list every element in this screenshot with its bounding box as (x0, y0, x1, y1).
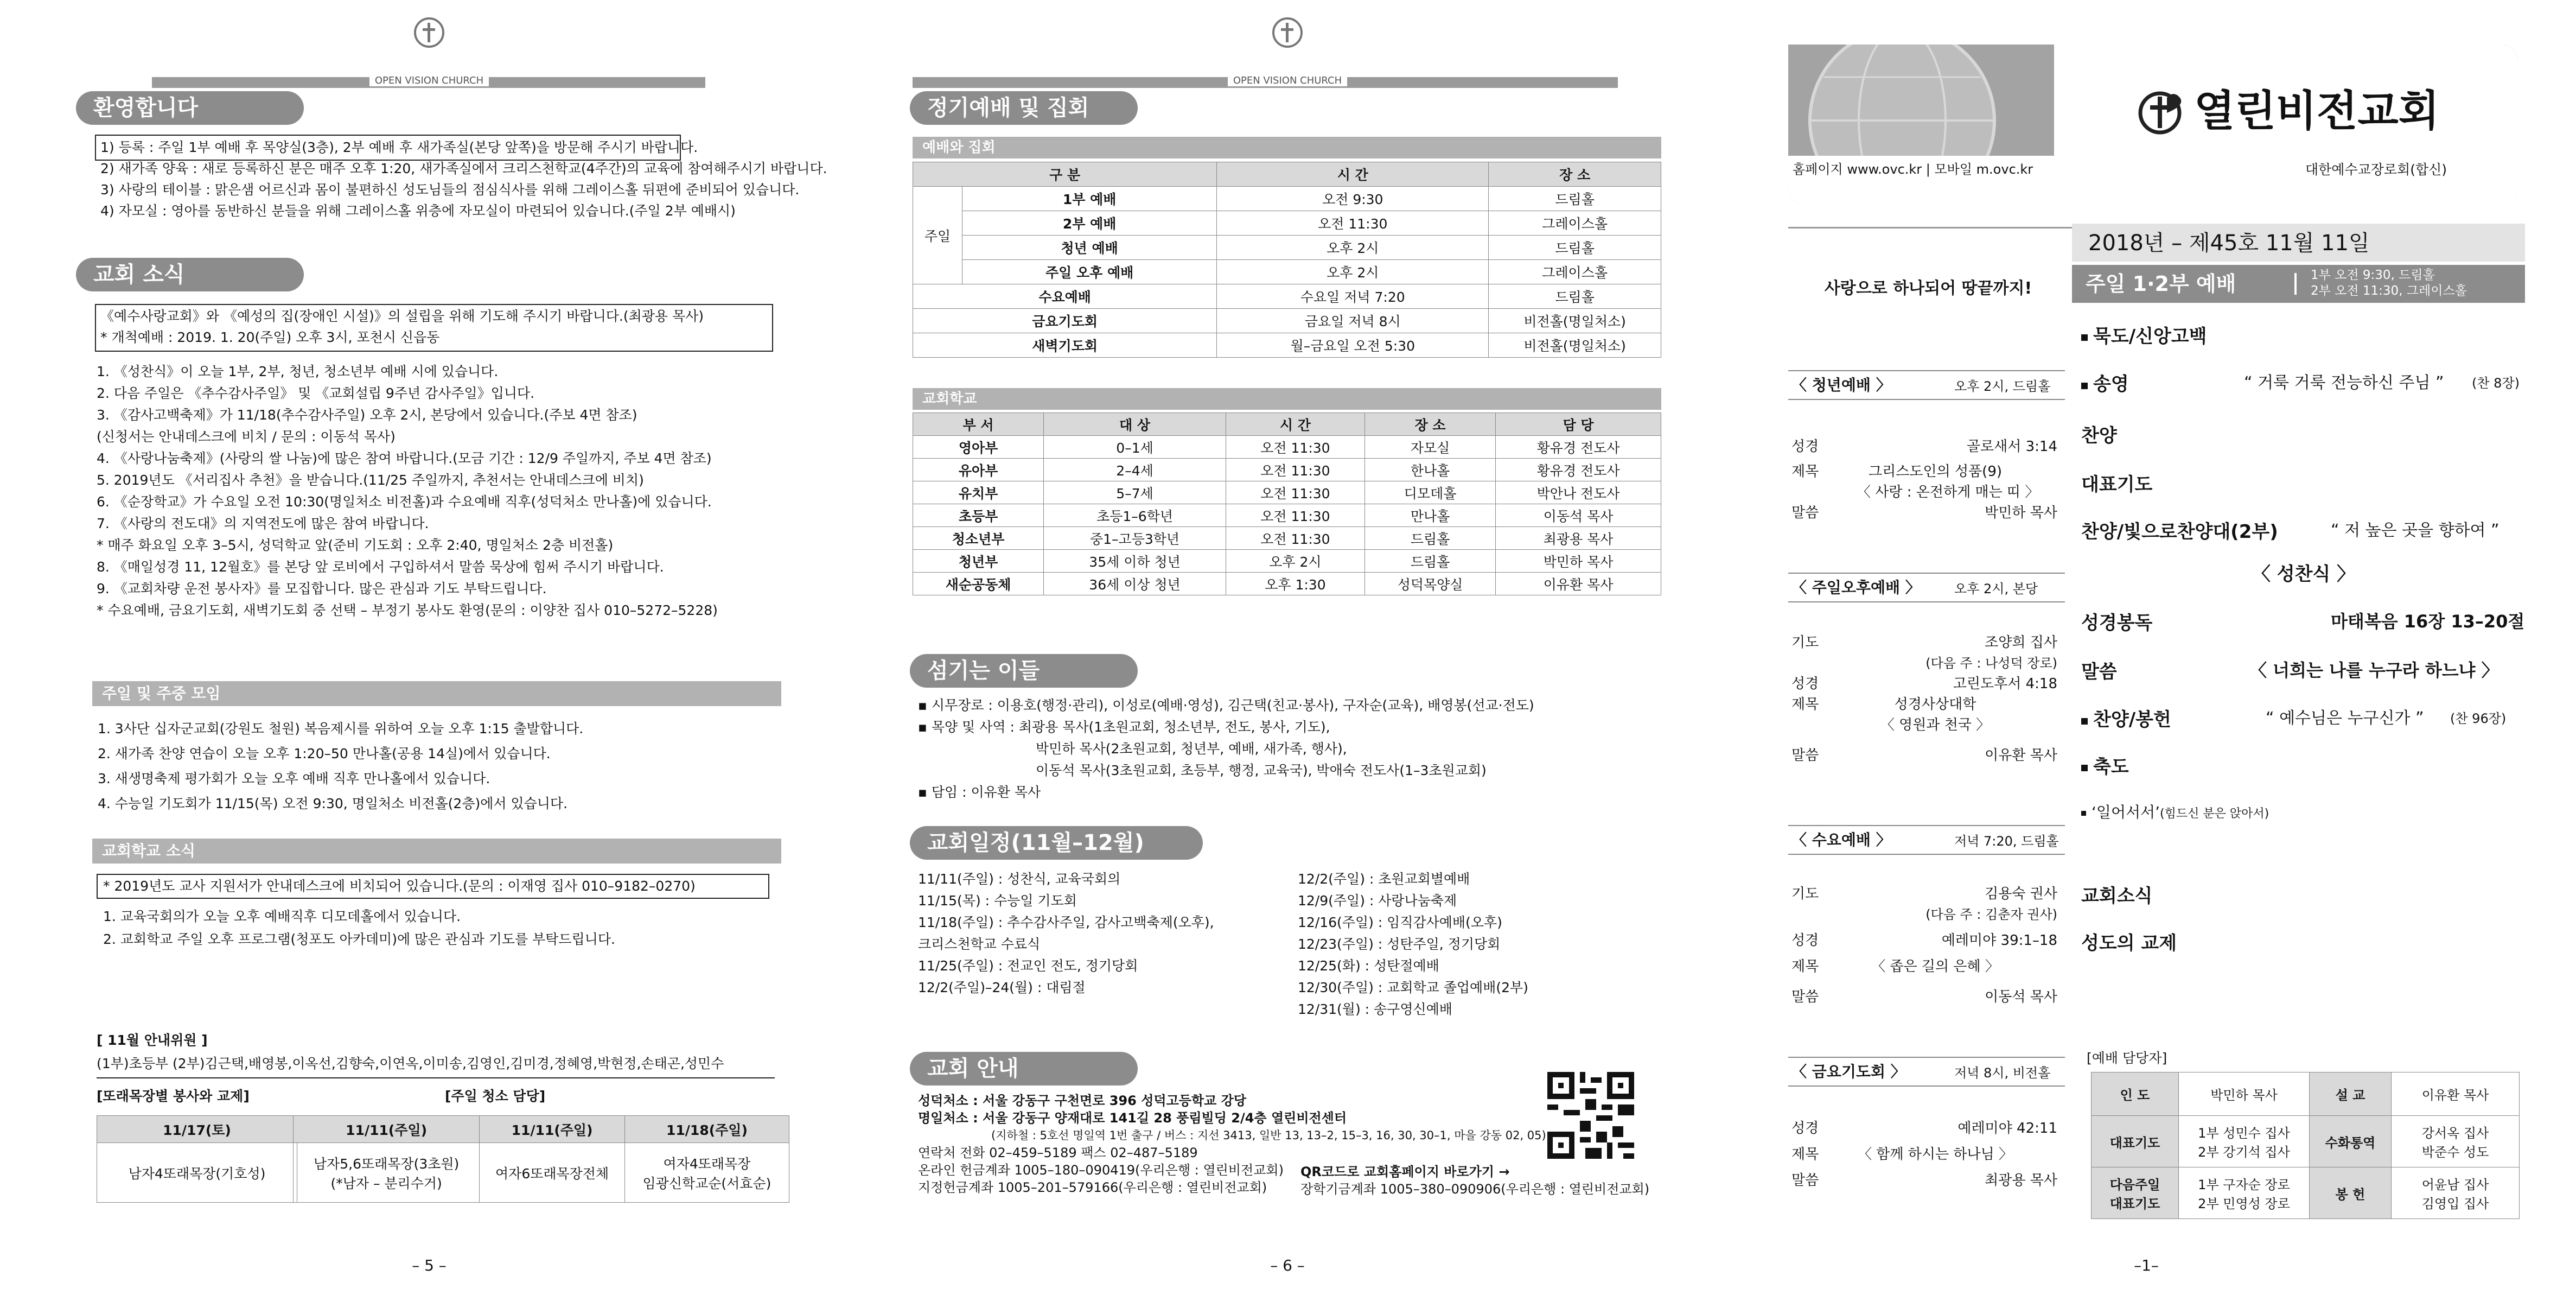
news-item: * 수요예배, 금요기도회, 새벽기도회 중 선택 – 부정기 봉사도 환영(문의 : 이양찬 집사 010–5272–5228) (97, 602, 718, 618)
qr-link-text[interactable]: QR코드로 교회홈페이지 바로가기 → (1300, 1164, 1510, 1179)
group-rows: 기도 김용숙 권사 (다음 주 : 김춘자 권사) 성경 예레미야 39:1–18 제목 〈 좁은 길의 은혜 〉 말씀 이동석 목사 (1791, 886, 2057, 1005)
fellowship-heading: 성도의 교제 (2081, 932, 2177, 954)
schedule-item: 12/16(주일) : 임직감사예배(오후) (1298, 915, 1502, 930)
page-number: – 5 – (412, 1256, 447, 1274)
group-row: 〈 사랑 : 온전하게 매는 띠 〉 (1857, 484, 2039, 500)
group-rows: 성경 예레미야 42:11 제목 〈 함께 하시는 하나님 〉 말씀 최광용 목사 (1791, 1120, 2057, 1189)
section-title-worship: 정기예배 및 집회 (910, 91, 1138, 125)
schedule-item: 12/9(주일) : 사랑나눔축제 (1298, 893, 1457, 909)
slogan: 사랑으로 하나되어 땅끝까지! (1824, 279, 2032, 298)
subsection-meetings: 주일 및 주중 모임 (92, 681, 781, 706)
online-account: 온라인 헌금계좌 1005–180–090419(우리은행 : 열린비전교회) (918, 1163, 1284, 1178)
schedule-item: 크리스천학교 수료식 (918, 936, 1041, 952)
welcome-list (100, 137, 827, 221)
group-rows: 기도 조양희 집사 (다음 주 : 나성덕 장로) 성경 고린도후서 4:18 제목 성경사상대학 〈 영원과 천국 〉 말씀 이유환 목사 (1791, 634, 2057, 764)
page-header (858, 16, 1717, 86)
table-row: 영아부 0–1세 오전 11:30 자모실 황유경 전도사 (913, 436, 1661, 459)
school-item: 2. 교회학교 주일 오후 프로그램(청포도 아카데미)에 많은 관심과 기도를 부탁드립니다. (103, 931, 615, 947)
clean-head: 11/18(주일) (624, 1116, 789, 1143)
duty-table: 인 도 박민하 목사 설 교 이유환 목사 대표기도 1부 성민수 집사 2부 강기석 집사 수화통역 강서옥 집사 박준수 성도 다음주일 대표기도 1부 구자순 장로 2부 민영성 장로 봉 헌 어윤남 집사 김영입 집사 (2091, 1072, 2520, 1219)
news-item: 1. 《성찬식》이 오늘 1부, 2부, 청년, 청소년부 예배 시에 있습니다. (97, 364, 499, 379)
church-en-label: OPEN VISION CHURCH (1228, 75, 1347, 86)
schedule-item: 12/31(월) : 송구영신예배 (1298, 1001, 1452, 1017)
schedule-item: 11/25(주일) : 전교인 전도, 정기당회 (918, 958, 1138, 974)
scholarship-account: 장학기금계좌 1005–380–090906(우리은행 : 열린비전교회) (1300, 1182, 1650, 1197)
duty-title: [예배 담당자] (2087, 1050, 2167, 1066)
servant-item: ▪ 시무장로 : 이용호(행정·관리), 이성로(예배·영성), 김근택(친교·봉사), 구자순(교육), 배영봉(선교·전도) (918, 697, 1534, 713)
schedule-left (918, 868, 1214, 999)
clean-head: 11/11(주일) (480, 1116, 625, 1143)
schedule-item: 11/18(주일) : 추수감사주일, 감사고백축제(오후), (918, 915, 1214, 930)
table-row: 청년부 35세 이하 청년 오후 2시 드림홀 박민하 목사 (913, 550, 1661, 573)
servant-item: ▪ 목양 및 사역 : 최광용 목사(1초원교회, 청소년부, 전도, 봉사, 기도), (918, 719, 1330, 735)
news-box-line: 《예수사랑교회》와 《예성의 집(장애인 시설)》의 설립을 위해 기도해 주시기 바랍니다.(최광용 목사) (100, 308, 704, 324)
group-rows (1791, 434, 2057, 525)
news-item: 5. 2019년도 《서리집사 추천》을 받습니다.(11/25 주일까지, 추천서는 안내데스크에 비치) (97, 472, 644, 488)
subsection-school: 교회학교 소식 (92, 839, 781, 864)
section-title-servants: 섬기는 이들 (910, 654, 1138, 688)
subsection-church-school: 교회학교 (913, 388, 1661, 410)
news-box-line: * 개척예배 : 2019. 1. 20(주일) 오후 3시, 포천시 신읍동 (100, 329, 440, 345)
servant-item: ▪ 담임 : 이유환 목사 (918, 784, 1041, 800)
denomination: 대한예수교장로회(합신) (2305, 162, 2447, 177)
group-title: 〈 청년예배 〉 (1791, 376, 1891, 394)
group-title: 〈 금요기도회 〉 (1791, 1063, 1906, 1081)
subsection-worship: 예배와 집회 (913, 137, 1661, 158)
meetings-list (98, 716, 583, 816)
section-title-schedule: 교회일정(11월–12월) (910, 826, 1203, 860)
welcome-item: 4) 자모실 : 영아를 동반하신 분들을 위해 그레이스홀 위층에 자모실이 마련되어 있습니다.(주일 2부 예배시) (100, 203, 736, 219)
wash-head: 11/17(토) (97, 1116, 297, 1143)
group-time: 저녁 8시, 비전홀 (1954, 1065, 2051, 1081)
address-seongdeok: 성덕처소 : 서울 강동구 구천면로 396 성덕고등학교 강당 (918, 1093, 1247, 1108)
news-item: 9. 《교회차량 운전 봉사자》를 모집합니다. 많은 관심과 기도 부탁드립니다. (97, 581, 547, 596)
meeting-item: 2. 새가족 찬양 연습이 오늘 오후 1:20–50 만나홀(공용 14실)에서 있습니다. (98, 746, 551, 761)
clean-value: 여자6또래목장전체 (480, 1143, 625, 1203)
church-logo-icon (1271, 16, 1304, 49)
servant-item: 이동석 목사(3초원교회, 초등부, 행정, 교육국), 박애숙 전도사(1–3초원교회) (1036, 763, 1487, 778)
group-row: 말씀 박민하 목사 (1791, 505, 2057, 521)
church-name: 열린비전교회 (2194, 87, 2440, 136)
church-school-table: 부 서 대 상 시 간 장 소 담 당 영아부 0–1세 오전 11:30 자모실 황유경 전도사 유아부 2–4세 오전 11:30 한나홀 황유경 전도사 유치부 5–7세 오전 11:30 디모데홀 박안나 전도사 초등부 초등1–6학년 오전 11:30 만나홀 이동석 목사 청소년부 중1–고등3학년 오전 11:30 드림홀 최광용 목사 청년부 35세 이하 청년 오후 2시 드림홀 박민하 목사 새순공동체 36세 이상 청년 오후 1:30 성덕목양실 이유환 목사 (913, 412, 1661, 595)
schedule-item: 11/11(주일) : 성찬식, 교육국회의 (918, 871, 1121, 887)
service-title: 주일 1·2부 예배 (2086, 272, 2236, 296)
clean-head: 11/11(주일) (294, 1116, 480, 1143)
meeting-item: 4. 수능일 기도회가 11/15(목) 오전 9:30, 명일처소 비전홀(2층)에서 있습니다. (98, 796, 568, 811)
contact-info: 연락처 전화 02–459–5189 팩스 02–487–5189 (918, 1145, 1198, 1160)
schedule-right (1298, 868, 1528, 1020)
table-row: 새순공동체 36세 이상 청년 오후 1:30 성덕목양실 이유환 목사 (913, 573, 1661, 595)
guide-list: (1부)초등부 (2부)김근택,배영봉,이옥선,김향숙,이연옥,이미송,김영인,김미경,정혜영,박현정,손태곤,성민수 (97, 1056, 724, 1071)
sunday-label: 주일 (913, 187, 962, 284)
page-5 (0, 0, 858, 1295)
church-logo-icon (2137, 87, 2186, 136)
welcome-item: 2) 새가족 양육 : 새로 등록하신 분은 매주 오후 1:20, 새가족실에서 크리스천학교(4주간)의 교육에 참여해주시기 바랍니다. (100, 161, 827, 176)
designated-account: 지정헌금계좌 1005–201–579166(우리은행 : 열린비전교회) (918, 1180, 1267, 1195)
page-number: – 6 – (1270, 1256, 1305, 1274)
news-item: 2. 다음 주일은 《추수감사주일》 및 《교회설립 9주년 감사주일》입니다. (97, 385, 535, 401)
qr-code-icon[interactable] (1547, 1072, 1634, 1159)
group-time: 오후 2시, 본당 (1954, 581, 2038, 596)
page-header (0, 16, 858, 86)
welcome-item: 1) 등록 : 주일 1부 예배 후 목양실(3층), 2부 예배 후 새가족실(본당 앞쪽)을 방문해 주시기 바랍니다. (100, 139, 698, 155)
welcome-item: 3) 사랑의 테이블 : 맑은샘 어르신과 몸이 불편하신 성도님들의 점심식사를 위해 그레이스홀 뒤편에 준비되어 있습니다. (100, 182, 800, 198)
group-row: 제목 그리스도인의 성품(9) (1791, 464, 2003, 480)
wash-title: [또래목장별 봉사와 교제] (97, 1088, 250, 1104)
transit-info: (지하철 : 5호선 명일역 1번 출구 / 버스 : 지선 3413, 일반 13, 13–2, 15–3, 16, 30, 30–1, 마을 강동 02, 05) (991, 1129, 1546, 1142)
table-row: 유치부 5–7세 오전 11:30 디모데홀 박안나 전도사 (913, 481, 1661, 504)
news-item: 3. 《감사고백축제》가 11/18(추수감사주일) 오후 2시, 본당에서 있습니다.(주보 4면 참조) (97, 407, 637, 423)
schedule-item: 11/15(목) : 수능일 기도회 (918, 893, 1077, 909)
homepage-link[interactable]: 홈페이지 www.ovc.kr | 모바일 m.ovc.kr (1793, 162, 2033, 177)
section-title-welcome: 환영합니다 (76, 91, 304, 125)
address-myeongil: 명일처소 : 서울 강동구 양재대로 141길 28 풍림빌딩 2/4층 열린비전센터 (918, 1110, 1347, 1126)
service-times: 1부 오전 9:30, 드림홀 2부 오전 11:30, 그레이스홀 (2311, 268, 2467, 298)
group-title: 〈 주일오후예배 〉 (1791, 579, 1921, 596)
clean-value: 여자4또래목장 임광신학교순(서효순) (624, 1143, 789, 1203)
news-item: 6. 《순장학교》가 수요일 오전 10:30(명일처소 비전홀)과 수요예배 직후(성덕처소 만나홀)에 있습니다. (97, 494, 712, 510)
news-item: * 매주 화요일 오후 3–5시, 성덕학교 앞(준비 기도회 : 오후 2:40, 명일처소 2층 비전홀) (97, 537, 614, 553)
school-list (103, 905, 615, 951)
wash-table (97, 1115, 297, 1203)
group-time: 저녁 7:20, 드림홀 (1954, 834, 2059, 849)
section-title-guide: 교회 안내 (910, 1052, 1138, 1085)
group-row: 성경 골로새서 3:14 (1791, 439, 2057, 455)
news-list (97, 361, 718, 621)
worship-table: 구 분 시 간 장 소 주일 1부 예배 오전 9:30 드림홀 2부 예배 오전 11:30 그레이스홀 청년 예배 오후 2시 드림홀 주일 오후 예배 오후 2시 그레이스홀 수요예배 수요일 저녁 7:20 드림홀 금요기도회 금요일 저녁 8시 비전홀(명일처소) 새벽기도회 월–금요일 오전 5:30 비전홀(명일처소) (913, 162, 1661, 358)
news-item: 4. 《사랑나눔축제》(사랑의 쌀 나눔)에 많은 참여 바랍니다.(모금 기간 : 12/9 주일까지, 주보 4면 참조) (97, 450, 712, 466)
group-time: 오후 2시, 드림홀 (1954, 379, 2051, 394)
group-title: 〈 수요예배 〉 (1791, 831, 1891, 849)
page-1-cover: 열린비전교회 홈페이지 www.ovc.kr | 모바일 m.ovc.kr 대한예수교장로회(합신) 2018년 – 제45호 11월 11일 사랑으로 하나되어 땅끝까지! 주일 1·2부 예배 1부 오전 9:30, 드림홀 2부 오전 11:30, 그레이스홀 〈 청년예배 〉 오후 2시, 드림홀 성경 골로새서 3:14 제목 그리스도인의 성품(9) 〈 사랑 : 온전하게 매는 띠 〉 말씀 박민하 목사 〈 주일오후예배 〉 오후 2시, 본당 기도 조양희 집사 (다음 주 : 나성덕 장로) 성경 고린도후서 4:18 제목 성경사상대학 〈 영원과 천국 〉 말씀 이유환 목사 〈 수요예배 〉 저녁 7:20, 드림홀 기도 김용숙 권사 (다음 주 : 김춘자 권사) 성경 예레미야 39:1–18 제목 〈 좁은 길의 은혜 〉 말씀 이동석 목사 〈 금요기도회 〉 저녁 8시, 비전홀 성경 예레미야 42:11 제목 〈 함께 하시는 하나님 〉 말씀 최광용 목사 묵도/신앙고백 송영 “ 거룩 거룩 전능하신 주님 ” (찬 8장) 찬양 대표기도 찬양/빛으로찬양대(2부) “ 저 높은 곳을 향하여 ” 〈 성찬식 〉 성경봉독 마태복음 16장 13–20절 말씀 〈 너희는 나를 누구라 하느냐 〉 찬양/봉헌 “ 예수님은 누구신가 ” (찬 96장) 축도 ‘일어서서’(힘드신 분은 앉아서) 교회소식 성도의 교제 [예배 담당자] 인 도 박민하 목사 설 교 이유환 목사 대표기도 1부 성민수 집사 2부 강기석 집사 수화통역 강서옥 집사 박준수 성도 다음주일 대표기도 1부 구자순 장로 2부 민영성 장로 봉 헌 어윤남 집사 김영입 집사 –1– (1717, 0, 2576, 1295)
school-box: * 2019년도 교사 지원서가 안내데스크에 비치되어 있습니다.(문의 : 이재영 집사 010–9182–0270) (103, 878, 696, 894)
issue-date: 2018년 – 제45호 11월 11일 (2088, 231, 2370, 256)
clean-title: [주일 청소 담당] (445, 1088, 546, 1104)
schedule-item: 12/23(주일) : 성탄주일, 정기당회 (1298, 936, 1501, 952)
news-item: 8. 《매일성경 11, 12월호》를 본당 앞 로비에서 구입하셔서 말씀 묵상에 힘써 주시기 바랍니다. (97, 559, 664, 575)
meeting-item: 1. 3사단 십자군교회(강원도 철원) 복음제시를 위하여 오늘 오후 1:15 출발합니다. (98, 721, 584, 737)
table-row: 청소년부 중1–고등3학년 오전 11:30 드림홀 최광용 목사 (913, 527, 1661, 550)
servant-item: 박민하 목사(2초원교회, 청년부, 예배, 새가족, 행사), (1036, 741, 1347, 757)
news-item: 7. 《사랑의 전도대》의 지역전도에 많은 참여 바랍니다. (97, 516, 429, 531)
schedule-item: 12/30(주일) : 교회학교 졸업예배(2부) (1298, 980, 1528, 995)
school-item: 1. 교육국회의가 오늘 오후 예배직후 디모데홀에서 있습니다. (103, 909, 461, 924)
news-box (100, 306, 704, 348)
section-title-news: 교회 소식 (76, 258, 304, 291)
church-logo-icon (413, 16, 445, 49)
church-news-heading: 교회소식 (2081, 885, 2153, 907)
clean-table (293, 1115, 789, 1203)
meeting-item: 3. 새생명축제 평가회가 오늘 오후 예배 직후 만나홀에서 있습니다. (98, 771, 490, 786)
church-en-label: OPEN VISION CHURCH (369, 75, 489, 86)
schedule-item: 12/2(주일)–24(월) : 대림절 (918, 980, 1086, 995)
table-row: 유아부 2–4세 오전 11:30 한나홀 황유경 전도사 (913, 459, 1661, 481)
guide-title: [ 11월 안내위원 ] (97, 1032, 208, 1048)
table-row: 초등부 초등1–6학년 오전 11:30 만나홀 이동석 목사 (913, 504, 1661, 527)
schedule-item: 12/2(주일) : 초원교회별예배 (1298, 871, 1470, 887)
schedule-item: 12/25(화) : 성탄절예배 (1298, 958, 1439, 974)
servants-list (918, 695, 1534, 803)
page-6 (858, 0, 1717, 1295)
clean-value: 남자5,6또래목장(3초원) (*남자 – 분리수거) (294, 1143, 480, 1203)
news-item: (신청서는 안내데스크에 비치 / 문의 : 이동석 목사) (97, 429, 396, 445)
wash-value: 남자4또래목장(기호성) (97, 1143, 297, 1203)
page-number: –1– (2134, 1256, 2159, 1274)
